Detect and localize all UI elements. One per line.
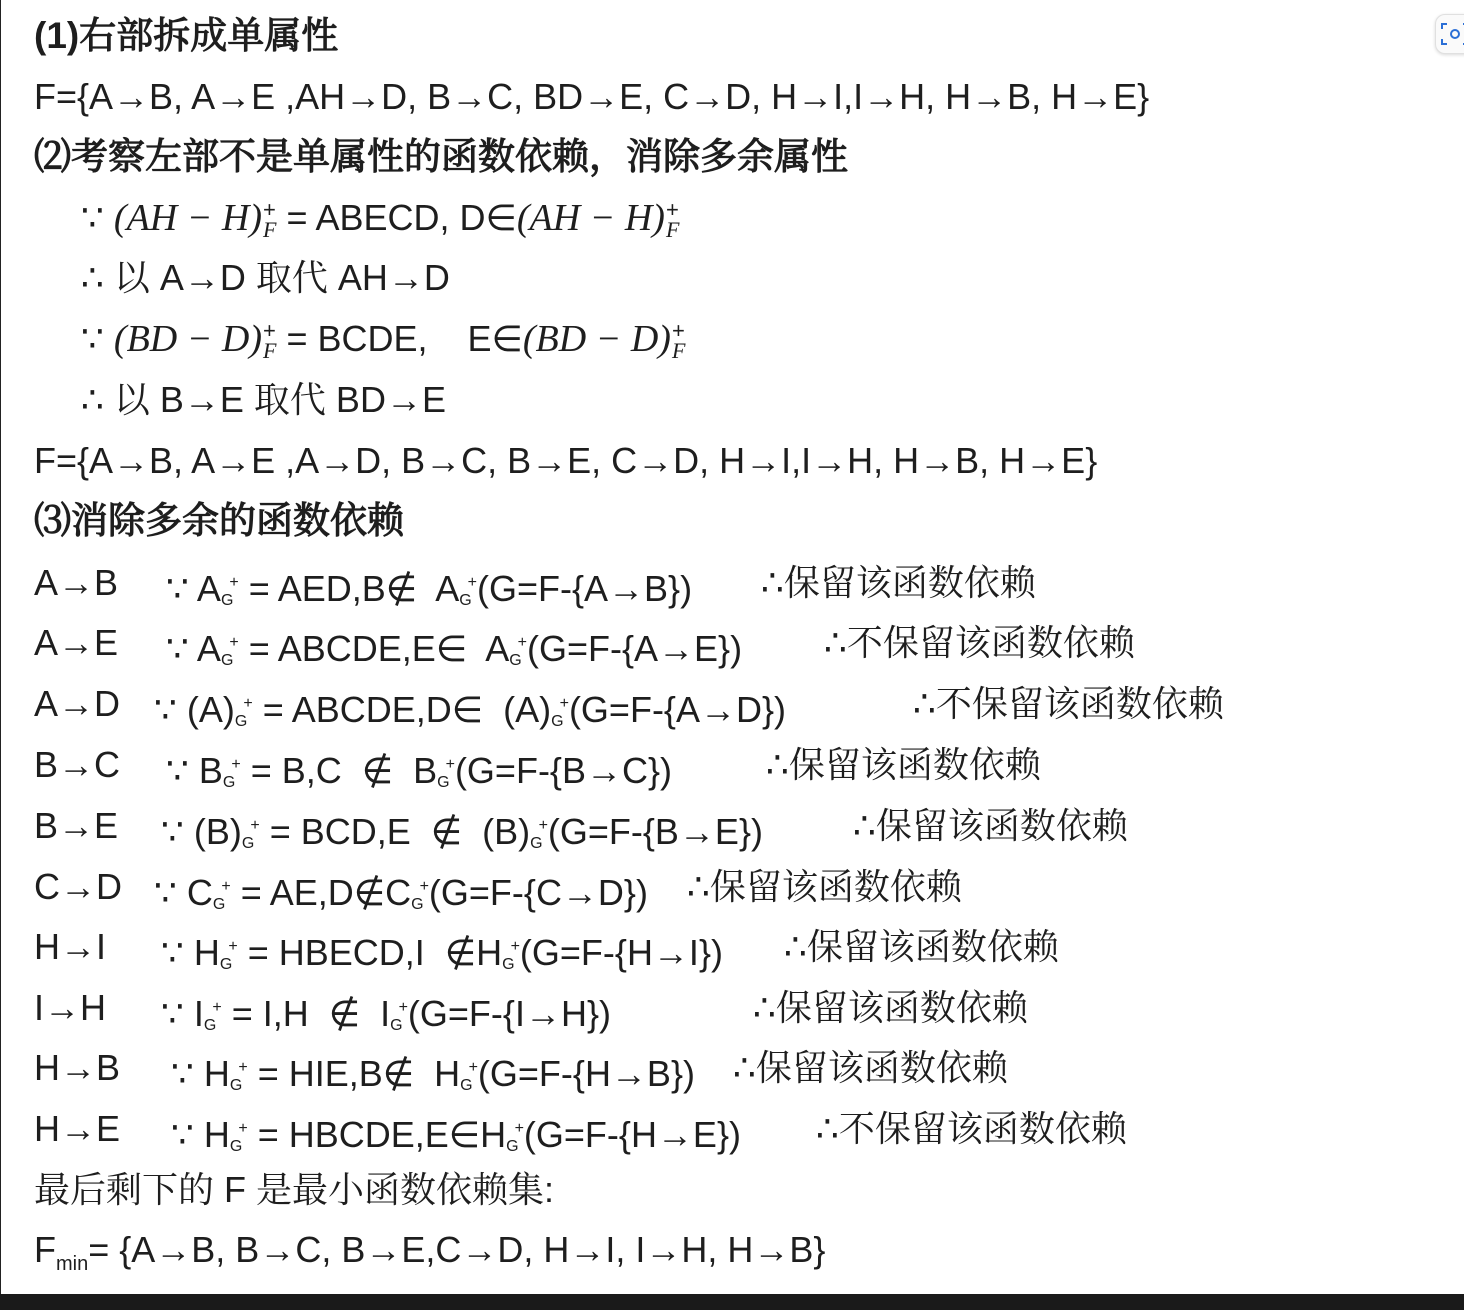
because-line-1: ∵ (AH − H) + F = ABECD, D∈(AH − H) + F bbox=[81, 197, 680, 243]
section-3-heading: ⑶消除多余的函数依赖 bbox=[34, 500, 404, 541]
closure-condition: ∵ $A_G^+$ = AED,B∉ $A_G^+(G=F-\{A\to B\})$ bbox=[166, 568, 693, 609]
conclusion: ∴保留该函数依赖 bbox=[766, 744, 1041, 785]
closure-condition: ∵ $B_G^+ = B,C$ ∉ $B_G^+(G=F-\{B\to C\})$ bbox=[166, 750, 672, 791]
conclusion: ∴保留该函数依赖 bbox=[784, 926, 1059, 967]
closure-condition: ∵ $(A)_G^+$ = ABCDE,D∈ $(A)_G^+(G=F-\{A\to D\})$ bbox=[154, 689, 786, 730]
conclusion: ∴不保留该函数依赖 bbox=[816, 1108, 1127, 1149]
fd-label: I→H bbox=[34, 987, 106, 1028]
conclusion: ∴不保留该函数依赖 bbox=[913, 683, 1224, 724]
section-1-heading: (1)右部拆成单属性 bbox=[34, 15, 339, 56]
fd-label: B→C bbox=[34, 744, 121, 785]
fd-label: B→E bbox=[34, 805, 119, 846]
closure-condition: ∵ $H_G^+$ = $HBCDE,E\in H_G^+(G=F-\{H\to E\})$ bbox=[171, 1114, 741, 1155]
closure-condition: ∵ $H_G^+$ = HIE,B∉ $H_G^+(G=F-\{H\to B\})$ bbox=[171, 1053, 695, 1094]
fd-label: H→B bbox=[34, 1047, 121, 1088]
conclusion: ∴保留该函数依赖 bbox=[761, 562, 1036, 603]
closure-condition: ∵ $I_G^+ = I,H$ ∉ $I_G^+(G=F-\{I\to H\})$ bbox=[161, 993, 611, 1034]
closure-condition: ∵ $(B)_G^+ = BCD,E$ ∉ $(B)_G^+(G=F-\{B\to E\})$ bbox=[161, 811, 763, 852]
conclusion: ∴保留该函数依赖 bbox=[753, 987, 1028, 1028]
fd-label: H→E bbox=[34, 1108, 121, 1149]
section-2-F: F={A→B, A→E ,A→D, B→C, B→E, C→D, H→I,I→H, H→B, H→E} bbox=[34, 440, 1098, 481]
fd-label: A→E bbox=[34, 622, 119, 663]
therefore-line-2: ∴ 以 B→E 取代 BD→E bbox=[81, 379, 446, 420]
therefore-line-1: ∴ 以 A→D 取代 AH→D bbox=[81, 257, 450, 298]
section-1-F: F={A→B, A→E ,AH→D, B→C, BD→E, C→D, H→I,I→H, H→B, H→E} bbox=[34, 76, 1150, 117]
fd-label: H→I bbox=[34, 926, 106, 967]
fd-label: A→D bbox=[34, 683, 121, 724]
because-line-2: ∵ (BD − D) + F = BCDE, E∈(BD − D) + F bbox=[81, 318, 686, 364]
fd-label: A→B bbox=[34, 562, 119, 603]
conclusion: ∴不保留该函数依赖 bbox=[824, 622, 1135, 663]
conclusion: ∴保留该函数依赖 bbox=[687, 866, 962, 907]
final-label: 最后剩下的 F 是最小函数依赖集: bbox=[34, 1169, 554, 1210]
closure-condition: ∵ $C_G^+$ = $AE,D\notin C_G^+(G=F-\{C\to D\})$ bbox=[154, 872, 648, 913]
conclusion: ∴保留该函数依赖 bbox=[853, 805, 1128, 846]
closure-condition: ∵ $A_G^+$ = ABCDE,E∈ $A_G^+(G=F-\{A\to E\})$ bbox=[166, 628, 743, 669]
conclusion: ∴保留该函数依赖 bbox=[733, 1047, 1008, 1088]
fmin-line: $F_{min}= \{A\to B$, B→C, B→E,C→D, H→I, I→H, H→B} bbox=[34, 1229, 826, 1276]
fd-label: C→D bbox=[34, 866, 122, 907]
closure-condition: ∵ $H_G^+$ = HBECD,I $\notin H_G^+(G=F-\{H\to I\})$ bbox=[161, 932, 723, 973]
lens-scan-icon[interactable] bbox=[1435, 14, 1464, 54]
section-2-heading: ⑵考察左部不是单属性的函数依赖，消除多余属性 bbox=[34, 136, 848, 177]
